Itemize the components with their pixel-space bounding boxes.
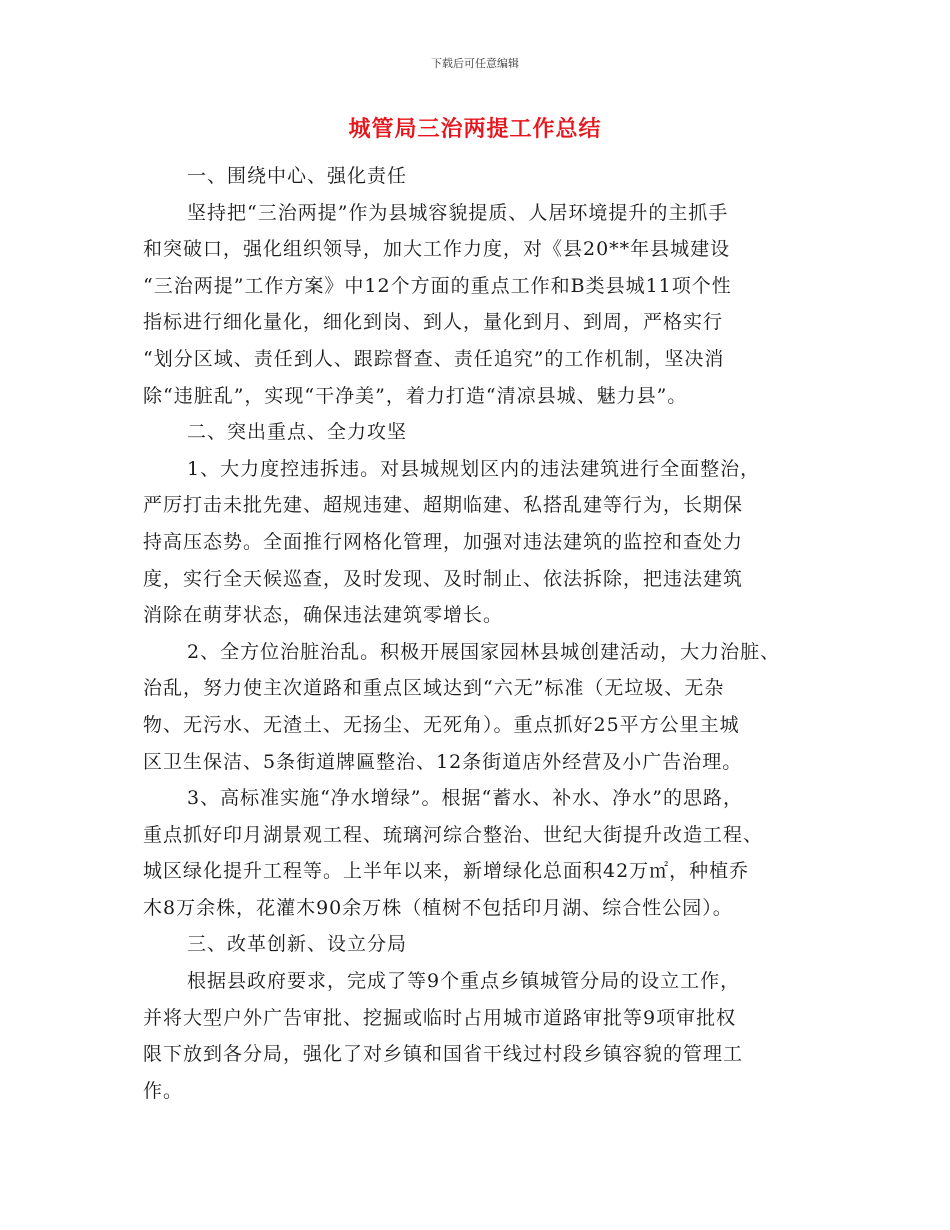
text-line: 治乱，努力使主次道路和重点区域达到“六无”标准（无垃圾、无杂 xyxy=(143,677,725,700)
text-line: 重点抓好印月湖景观工程、琉璃河综合整治、世纪大街提升改造工程、 xyxy=(143,823,764,846)
text-line: 一、围绕中心、强化责任 xyxy=(187,165,408,187)
document-body xyxy=(143,158,823,1109)
text-line: “划分区域、责任到人、跟踪督查、责任追究”的工作机制，坚决消 xyxy=(143,347,725,370)
text-line: 木8万余株，花灌木90余万株（植树不包括印月湖、综合性公园）。 xyxy=(143,896,733,919)
text-line: 1、大力度控违拆违。对县城规划区内的违法建筑进行全面整治， xyxy=(187,457,761,480)
text-line: 除“违脏乱”，实现“干净美”，着力打造“清凉县城、魅力县”。 xyxy=(143,384,688,407)
text-line: 并将大型户外广告审批、挖掘或临时占用城市道路审批等9项审批权 xyxy=(143,1006,737,1029)
text-line: 二、突出重点、全力攻坚 xyxy=(187,421,408,444)
text-line: 3、高标准实施“净水增绿”。根据“蓄水、补水、净水”的思路， xyxy=(187,787,743,810)
text-line: 和突破口，强化组织领导，加大工作力度，对《县20**年县城建设 xyxy=(143,238,731,261)
text-line: 根据县政府要求，完成了等9个重点乡镇城管分局的设立工作， xyxy=(187,970,741,993)
text-line: 坚持把“三治两提”作为县城容貌提质、人居环境提升的主抓手 xyxy=(187,201,729,224)
text-line: 指标进行细化量化，细化到岗、到人，量化到月、到周，严格实行 xyxy=(143,311,724,334)
header-note: 下载后可任意编辑 xyxy=(431,57,519,70)
text-line: 区卫生保洁、5条街道牌匾整治、12条街道店外经营及小广告治理。 xyxy=(143,750,743,773)
text-line: 持高压态势。全面推行网格化管理，加强对违法建筑的监控和查处力 xyxy=(143,530,744,553)
text-line: 度，实行全天候巡查，及时发现、及时制止、依法拆除，把违法建筑 xyxy=(143,567,744,590)
text-line: 作。 xyxy=(143,1079,184,1102)
text-line: 三、改革创新、设立分局 xyxy=(187,933,408,956)
document-title: 城管局三治两提工作总结 xyxy=(348,117,602,142)
text-line: 物、无污水、无渣土、无扬尘、无死角）。重点抓好25平方公里主城 xyxy=(143,713,740,736)
text-line: 城区绿化提升工程等。上半年以来，新增绿化总面积42万㎡，种植乔 xyxy=(143,860,750,883)
text-line: 消除在萌芽状态，确保违法建筑零增长。 xyxy=(143,604,504,627)
text-line: 严厉打击未批先建、超规违建、超期临建、私搭乱建等行为，长期保 xyxy=(143,494,744,517)
text-line: 2、全方位治脏治乱。积极开展国家园林县城创建活动，大力治脏、 xyxy=(187,640,781,663)
text-line: “三治两提”工作方案》中12个方面的重点工作和B类县城11项个性 xyxy=(143,274,732,297)
text-line: 限下放到各分局，强化了对乡镇和国省干线过村段乡镇容貌的管理工 xyxy=(143,1043,744,1066)
